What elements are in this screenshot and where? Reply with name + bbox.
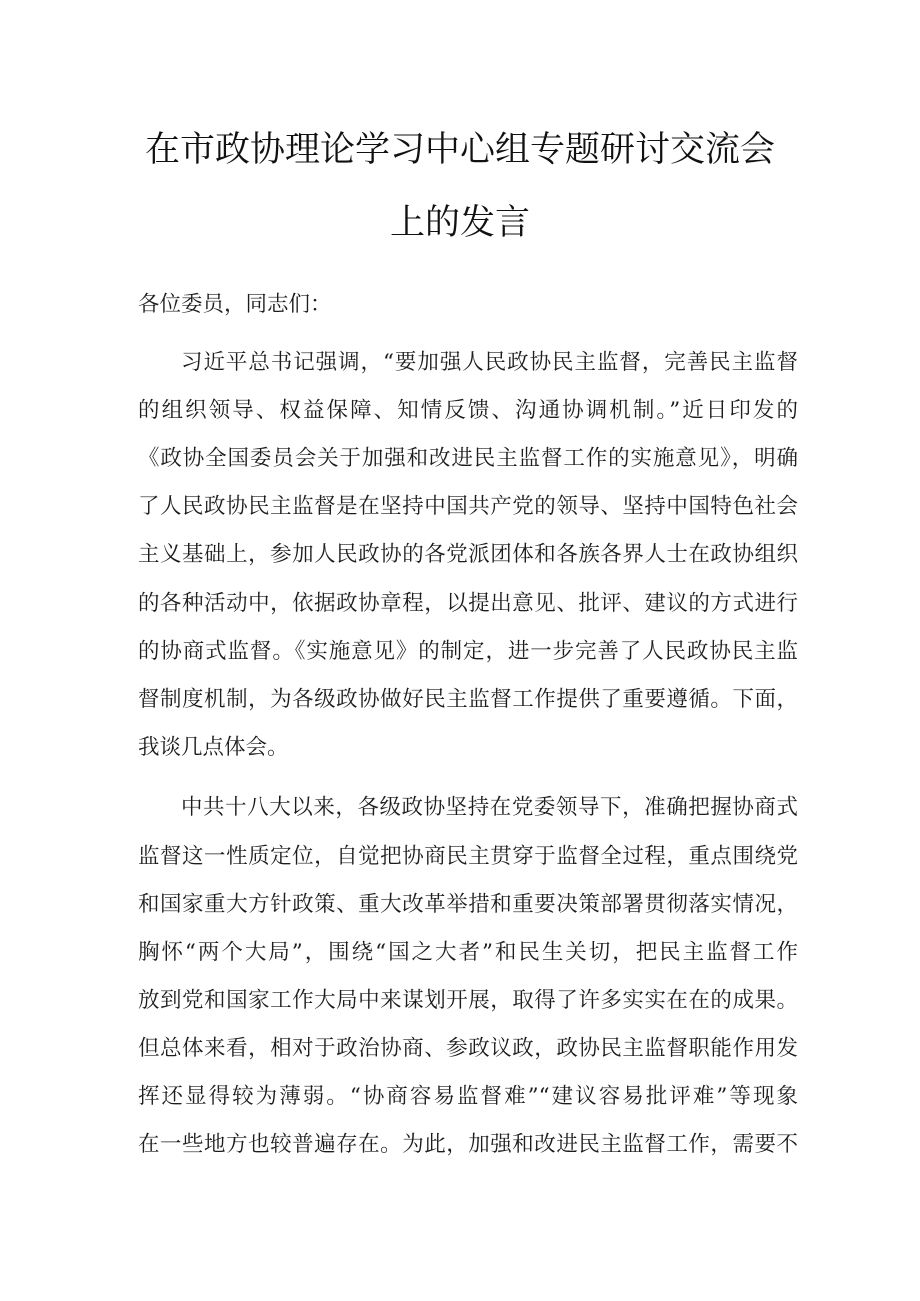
document-title-line-2: 上的发言 — [389, 203, 530, 243]
paragraph-line: 习近平总书记强调，“要加强人民政协民主监督，完善民主监督 — [181, 350, 798, 375]
paragraph-line: 挥还显得较为薄弱。“协商容易监督难”“建议容易批评难”等现象 — [138, 1084, 798, 1109]
paragraph-line: 在一些地方也较普遍存在。为此，加强和改进民主监督工作，需要不 — [138, 1132, 798, 1157]
salutation: 各位委员，同志们： — [138, 292, 332, 317]
paragraph-line: 中共十八大以来，各级政协坚持在党委领导下，准确把握协商式 — [181, 795, 798, 820]
paragraph-line: 了人民政协民主监督是在坚持中国共产党的领导、坚持中国特色社会 — [138, 494, 798, 519]
paragraph-line: 但总体来看，相对于政治协商、参政议政，政协民主监督职能作用发 — [138, 1036, 798, 1061]
paragraph-line: 主义基础上，参加人民政协的各党派团体和各族各界人士在政协组织 — [138, 542, 798, 567]
paragraph-line: 我谈几点体会。 — [138, 735, 289, 760]
paragraph-line: 胸怀“两个大局”，围绕“国之大者”和民生关切，把民主监督工作 — [138, 940, 798, 965]
paragraph-line: 的各种活动中，依据政协章程，以提出意见、批评、建议的方式进行 — [138, 591, 798, 616]
document-title-line-1: 在市政协理论学习中心组专题研讨交流会 — [144, 130, 775, 170]
paragraph-line: 《政协全国委员会关于加强和改进民主监督工作的实施意见》，明确 — [138, 446, 798, 471]
paragraph-line: 督制度机制，为各级政协做好民主监督工作提供了重要遵循。下面， — [138, 687, 798, 712]
paragraph-line: 的协商式监督。《实施意见》的制定，进一步完善了人民政协民主监 — [138, 639, 798, 664]
paragraph-line: 监督这一性质定位，自觉把协商民主贯穿于监督全过程，重点围绕党 — [138, 844, 798, 869]
paragraph-line: 放到党和国家工作大局中来谋划开展，取得了许多实实在在的成果。 — [138, 988, 798, 1013]
paragraph-line: 的组织领导、权益保障、知情反馈、沟通协调机制。”近日印发的 — [138, 398, 798, 423]
paragraph-line: 和国家重大方针政策、重大改革举措和重要决策部署贯彻落实情况， — [138, 892, 798, 917]
